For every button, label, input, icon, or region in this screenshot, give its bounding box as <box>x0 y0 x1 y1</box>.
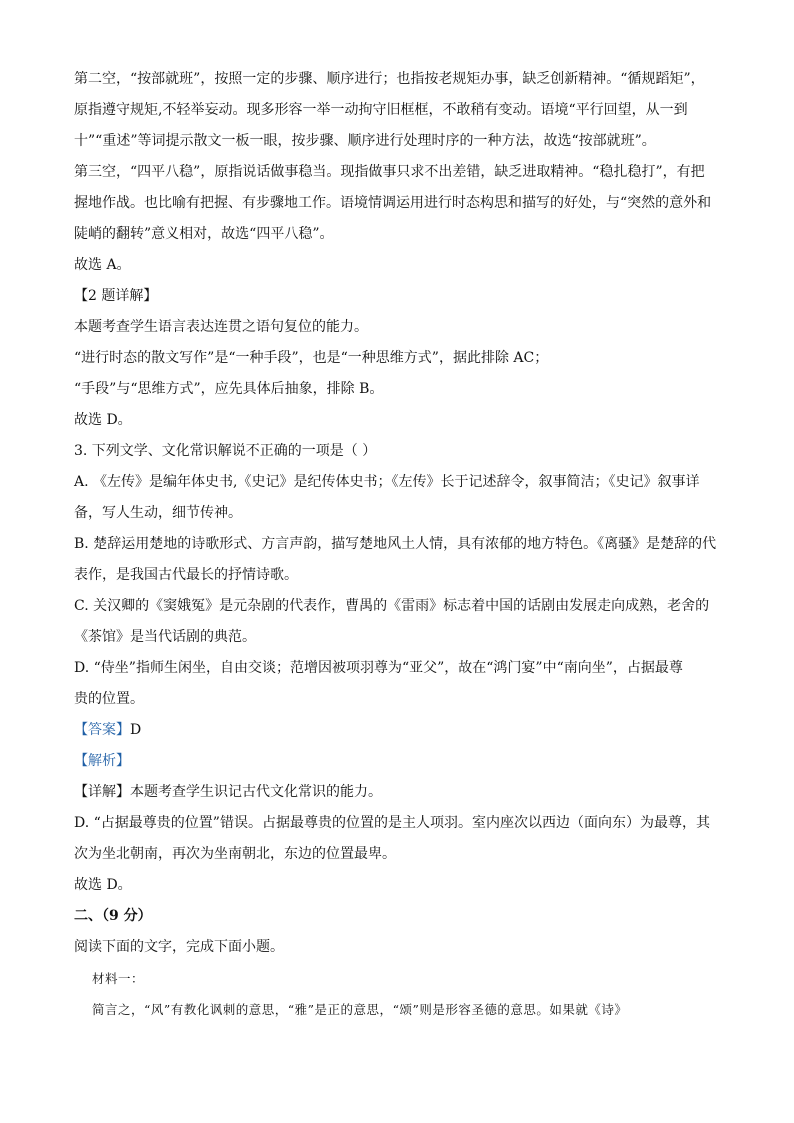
answer-label: 【答案】 <box>74 722 130 738</box>
option-c: C. 关汉卿的《窦娥冤》是元杂剧的代表作，曹禺的《雷雨》标志着中国的话剧由发展走向成熟，老舍的 <box>74 598 710 614</box>
option-d-cont: 贵的位置。 <box>74 691 144 707</box>
instruction: 阅读下面的文字，完成下面小题。 <box>74 939 284 955</box>
detail-text: 本题考查学生识记古代文化常识的能力。 <box>130 784 382 800</box>
text-line: 十”“重述”等词提示散文一板一眼，按步骤、顺序进行处理时序的一种方法，故选“按部就班”。 <box>74 133 656 149</box>
option-a: A. 《左传》是编年体史书,《史记》是纪传体史书；《左传》长于记述辞令，叙事简洁；《史记》叙事详 <box>74 474 700 490</box>
analysis-label: 【解析】 <box>74 753 130 769</box>
option-b-cont: 表作，是我国古代最长的抒情诗歌。 <box>74 567 298 583</box>
answer-line <box>74 715 724 746</box>
text-line: 陡峭的翻转”意义相对，故选“四平八稳”。 <box>74 226 334 242</box>
document-body <box>74 64 724 1025</box>
subquestion-label: 【2 题详解】 <box>74 288 158 304</box>
text-line: 本题考查学生语言表达连贯之语句复位的能力。 <box>74 319 368 335</box>
text-line: D. “占据最尊贵的位置”错误。占据最尊贵的位置的是主人项羽。室内座次以西边（面向东）为最尊，其 <box>74 815 710 831</box>
option-b: B. 楚辞运用楚地的诗歌形式、方言声韵，描写楚地风土人情，具有浓郁的地方特色。《离骚》是楚辞的代 <box>74 536 717 552</box>
question-stem: 3. 下列文学、文化常识解说不正确的一项是（ ） <box>74 443 377 459</box>
text-line: “进行时态的散文写作”是“一种手段”，也是“一种思维方式”，据此排除 AC； <box>74 350 549 366</box>
material-text: 简言之，“风”有教化讽刺的意思，“雅”是正的意思，“颂”则是形容圣德的意思。如果就《诗》 <box>92 1002 628 1017</box>
option-a-cont: 备，写人生动，细节传神。 <box>74 505 242 521</box>
text-line: 第三空，“四平八稳”，原指说话做事稳当。现指做事只求不出差错，缺乏进取精神。“稳扎稳打”，有把 <box>74 164 705 180</box>
text-line: 原指遵守规矩,不轻举妄动。现多形容一举一动拘守旧框框，不敢稍有变动。语境“平行回望，从一到 <box>74 102 688 118</box>
option-c-cont: 《茶馆》是当代话剧的典范。 <box>74 629 256 645</box>
section-title: 二、（9 分） <box>74 908 152 924</box>
text-line: 第二空，“按部就班”，按照一定的步骤、顺序进行；也指按老规矩办事，缺乏创新精神。“循规蹈矩”， <box>74 71 705 87</box>
detail-label: 【详解】 <box>74 784 130 800</box>
option-d: D. “侍坐”指师生闲坐，自由交谈；范增因被项羽尊为“亚父”，故在“鸿门宴”中“南向坐”，占据最尊 <box>74 660 683 676</box>
detail-line <box>74 777 724 808</box>
text-line: 故选 A。 <box>74 257 131 273</box>
text-line: 握地作战。也比喻有把握、有步骤地工作。语境情调运用进行时态构思和描写的好处，与“突然的意外和 <box>74 195 712 211</box>
text-line: 故选 D。 <box>74 412 132 428</box>
material-label: 材料一： <box>92 971 145 986</box>
text-line: “手段”与“思维方式”，应先具体后抽象，排除 B。 <box>74 381 384 397</box>
text-line: 次为坐北朝南，再次为坐南朝北，东边的位置最卑。 <box>74 846 396 862</box>
text-line: 故选 D。 <box>74 877 132 893</box>
answer-value: D <box>130 722 142 738</box>
